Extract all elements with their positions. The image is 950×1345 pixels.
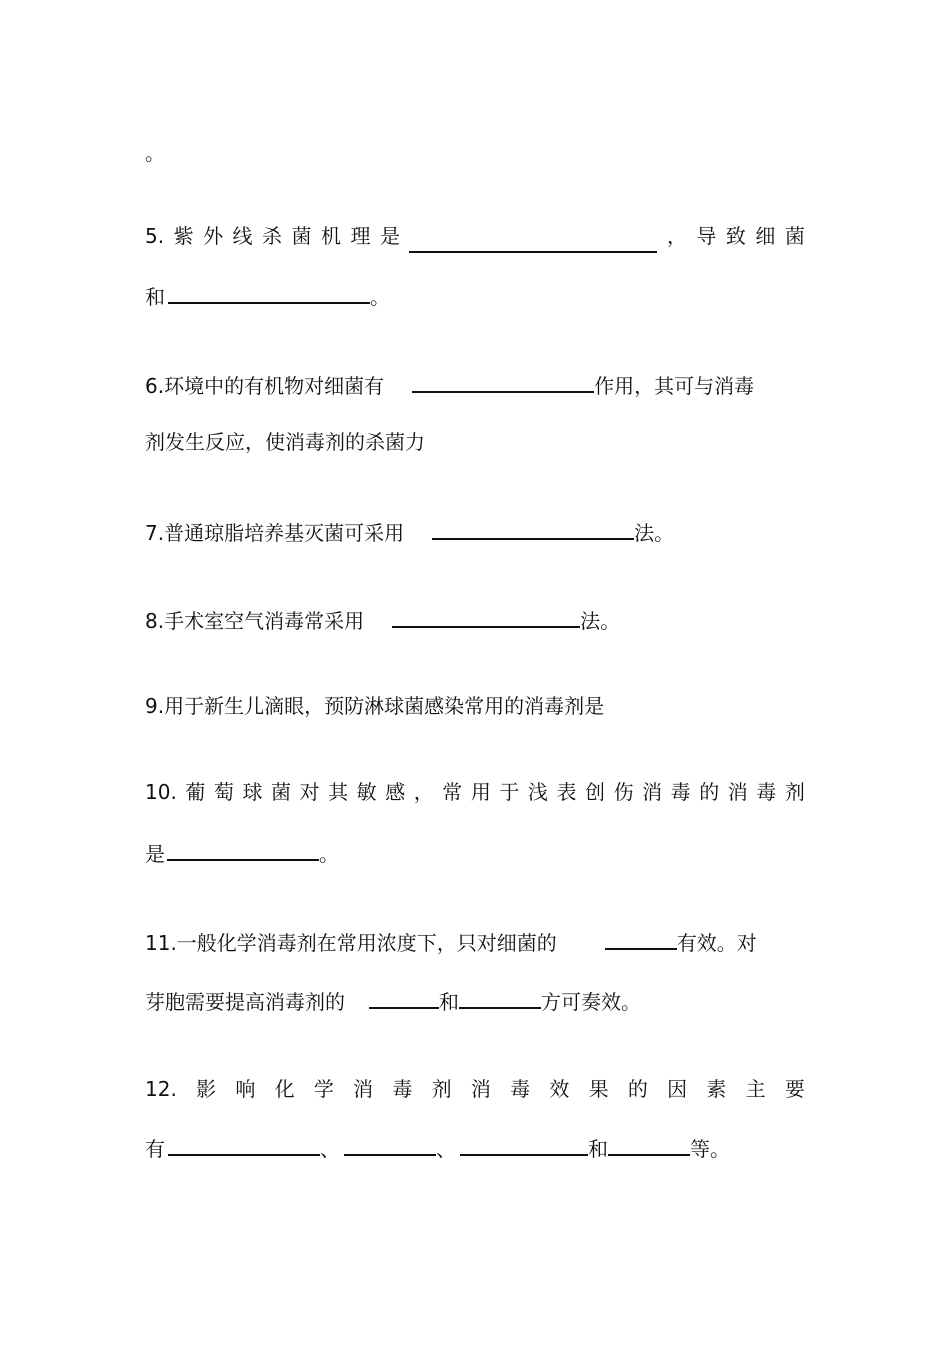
q5-blank-1[interactable] xyxy=(409,227,657,253)
q12-char: 果 xyxy=(588,1077,609,1101)
q6-blank-1[interactable] xyxy=(412,367,594,393)
q10-char: 消 xyxy=(642,780,663,804)
q10-char: 其 xyxy=(328,780,349,804)
q11-line1-end: 有效。对 xyxy=(676,931,757,955)
q12-char: 化 xyxy=(274,1077,295,1101)
q10-char: 消 xyxy=(727,780,748,804)
q11-blank-3[interactable] xyxy=(459,983,541,1009)
q5-char: 外 xyxy=(203,224,224,248)
q5-number: 5. xyxy=(145,224,165,248)
q12-and: 和 xyxy=(588,1137,608,1161)
q12-line2-start: 有 xyxy=(145,1137,165,1161)
q11-blank-2[interactable] xyxy=(369,983,439,1009)
q12-char: 因 xyxy=(667,1077,688,1101)
q5-char: 紫 xyxy=(173,224,194,248)
q10-char: 于 xyxy=(499,780,520,804)
q12-char: 响 xyxy=(235,1077,256,1101)
q5-char: 机 xyxy=(321,224,341,248)
q12-char: 消 xyxy=(353,1077,374,1101)
q12-char: 效 xyxy=(549,1077,570,1101)
q4-tail: 。 xyxy=(145,141,165,165)
q5-char: 理 xyxy=(350,224,371,248)
q12-blank-1[interactable] xyxy=(168,1130,320,1156)
q12-char: 影 xyxy=(196,1077,217,1101)
q10-line-1 xyxy=(145,775,805,809)
q11-blank-1[interactable] xyxy=(605,924,677,950)
q12-char: 的 xyxy=(627,1077,648,1101)
q10-char: 表 xyxy=(556,780,577,804)
q10-char: 葡 xyxy=(185,780,206,804)
q5-line-1 xyxy=(145,219,805,253)
q5-blank-2[interactable] xyxy=(168,278,370,304)
q5-comma: ， xyxy=(666,224,687,248)
q12-line2-end: 等。 xyxy=(690,1137,730,1161)
q5-char: 导 xyxy=(696,224,717,248)
q5-char: 菌 xyxy=(784,224,805,248)
q10-char: 常 xyxy=(442,780,463,804)
q6-line1-start: 6.环境中的有机物对细菌有 xyxy=(145,374,385,398)
q11-line-2 xyxy=(145,983,805,1017)
q6-line-2 xyxy=(145,425,805,459)
q12-blank-4[interactable] xyxy=(608,1130,690,1156)
q8-blank[interactable] xyxy=(392,602,580,628)
q12-char: 消 xyxy=(470,1077,491,1101)
q9-text: 9.用于新生儿滴眼，预防淋球菌感染常用的消毒剂是 xyxy=(145,694,605,718)
q10-char: 用 xyxy=(470,780,491,804)
q11-line2-start: 芽胞需要提高消毒剂的 xyxy=(145,990,345,1014)
q12-char: 毒 xyxy=(392,1077,413,1101)
q6-line2: 剂发生反应，使消毒剂的杀菌力 xyxy=(145,430,425,454)
q8-start: 8.手术室空气消毒常采用 xyxy=(145,609,365,633)
q10-line-2 xyxy=(145,835,805,869)
q12-line-2 xyxy=(145,1130,805,1164)
q5-char: 杀 xyxy=(262,224,283,248)
q5-char: 线 xyxy=(232,224,253,248)
q7-end: 法。 xyxy=(634,521,675,545)
q12-sep-2: 、 xyxy=(436,1137,456,1161)
q12-char: 要 xyxy=(784,1077,805,1101)
q12-number: 12. xyxy=(145,1077,177,1101)
q7-line xyxy=(145,514,805,548)
q4-tail-line xyxy=(145,136,805,170)
q10-char: 的 xyxy=(699,780,720,804)
q12-char: 剂 xyxy=(431,1077,452,1101)
q12-blank-2[interactable] xyxy=(344,1130,436,1156)
q8-line xyxy=(145,602,805,636)
q10-char: ， xyxy=(413,780,434,804)
q11-line-1 xyxy=(145,924,805,958)
q10-char: 感 xyxy=(385,780,406,804)
q10-char: 毒 xyxy=(670,780,691,804)
q11-line2-mid: 和 xyxy=(439,990,459,1014)
q10-char: 毒 xyxy=(756,780,777,804)
q10-char: 对 xyxy=(299,780,320,804)
q5-char: 细 xyxy=(755,224,776,248)
q10-char: 创 xyxy=(585,780,606,804)
q12-char: 毒 xyxy=(510,1077,531,1101)
q10-blank[interactable] xyxy=(167,835,319,861)
q5-char: 菌 xyxy=(291,224,312,248)
q7-start: 7.普通琼脂培养基灭菌可采用 xyxy=(145,521,405,545)
q10-char: 敏 xyxy=(356,780,377,804)
q5-line2-start: 和 xyxy=(145,285,165,309)
q12-sep-1: 、 xyxy=(320,1137,340,1161)
q10-line2-end: 。 xyxy=(319,842,339,866)
q12-blank-3[interactable] xyxy=(460,1130,588,1156)
q12-char: 学 xyxy=(313,1077,334,1101)
q11-line1-start: 11.一般化学消毒剂在常用浓度下，只对细菌的 xyxy=(145,931,557,955)
q8-end: 法。 xyxy=(580,609,621,633)
q10-number: 10. xyxy=(145,780,177,804)
q12-line-1 xyxy=(145,1072,805,1106)
q7-blank[interactable] xyxy=(432,514,634,540)
q12-char: 素 xyxy=(706,1077,727,1101)
q5-char: 致 xyxy=(725,224,746,248)
q10-char: 萄 xyxy=(213,780,234,804)
q11-line2-end: 方可奏效。 xyxy=(541,990,641,1014)
q5-line2-end: 。 xyxy=(370,285,390,309)
q10-char: 菌 xyxy=(271,780,291,804)
q9-line xyxy=(145,689,805,723)
q10-line2-start: 是 xyxy=(145,842,165,866)
q6-line-1 xyxy=(145,367,805,401)
q10-char: 剂 xyxy=(784,780,805,804)
q10-char: 伤 xyxy=(613,780,634,804)
q10-char: 浅 xyxy=(527,780,548,804)
q6-line1-end: 作用，其可与消毒 xyxy=(594,374,755,398)
q5-char: 是 xyxy=(379,224,400,248)
q5-line-2 xyxy=(145,278,805,312)
q12-char: 主 xyxy=(745,1077,766,1101)
q10-char: 球 xyxy=(242,780,263,804)
